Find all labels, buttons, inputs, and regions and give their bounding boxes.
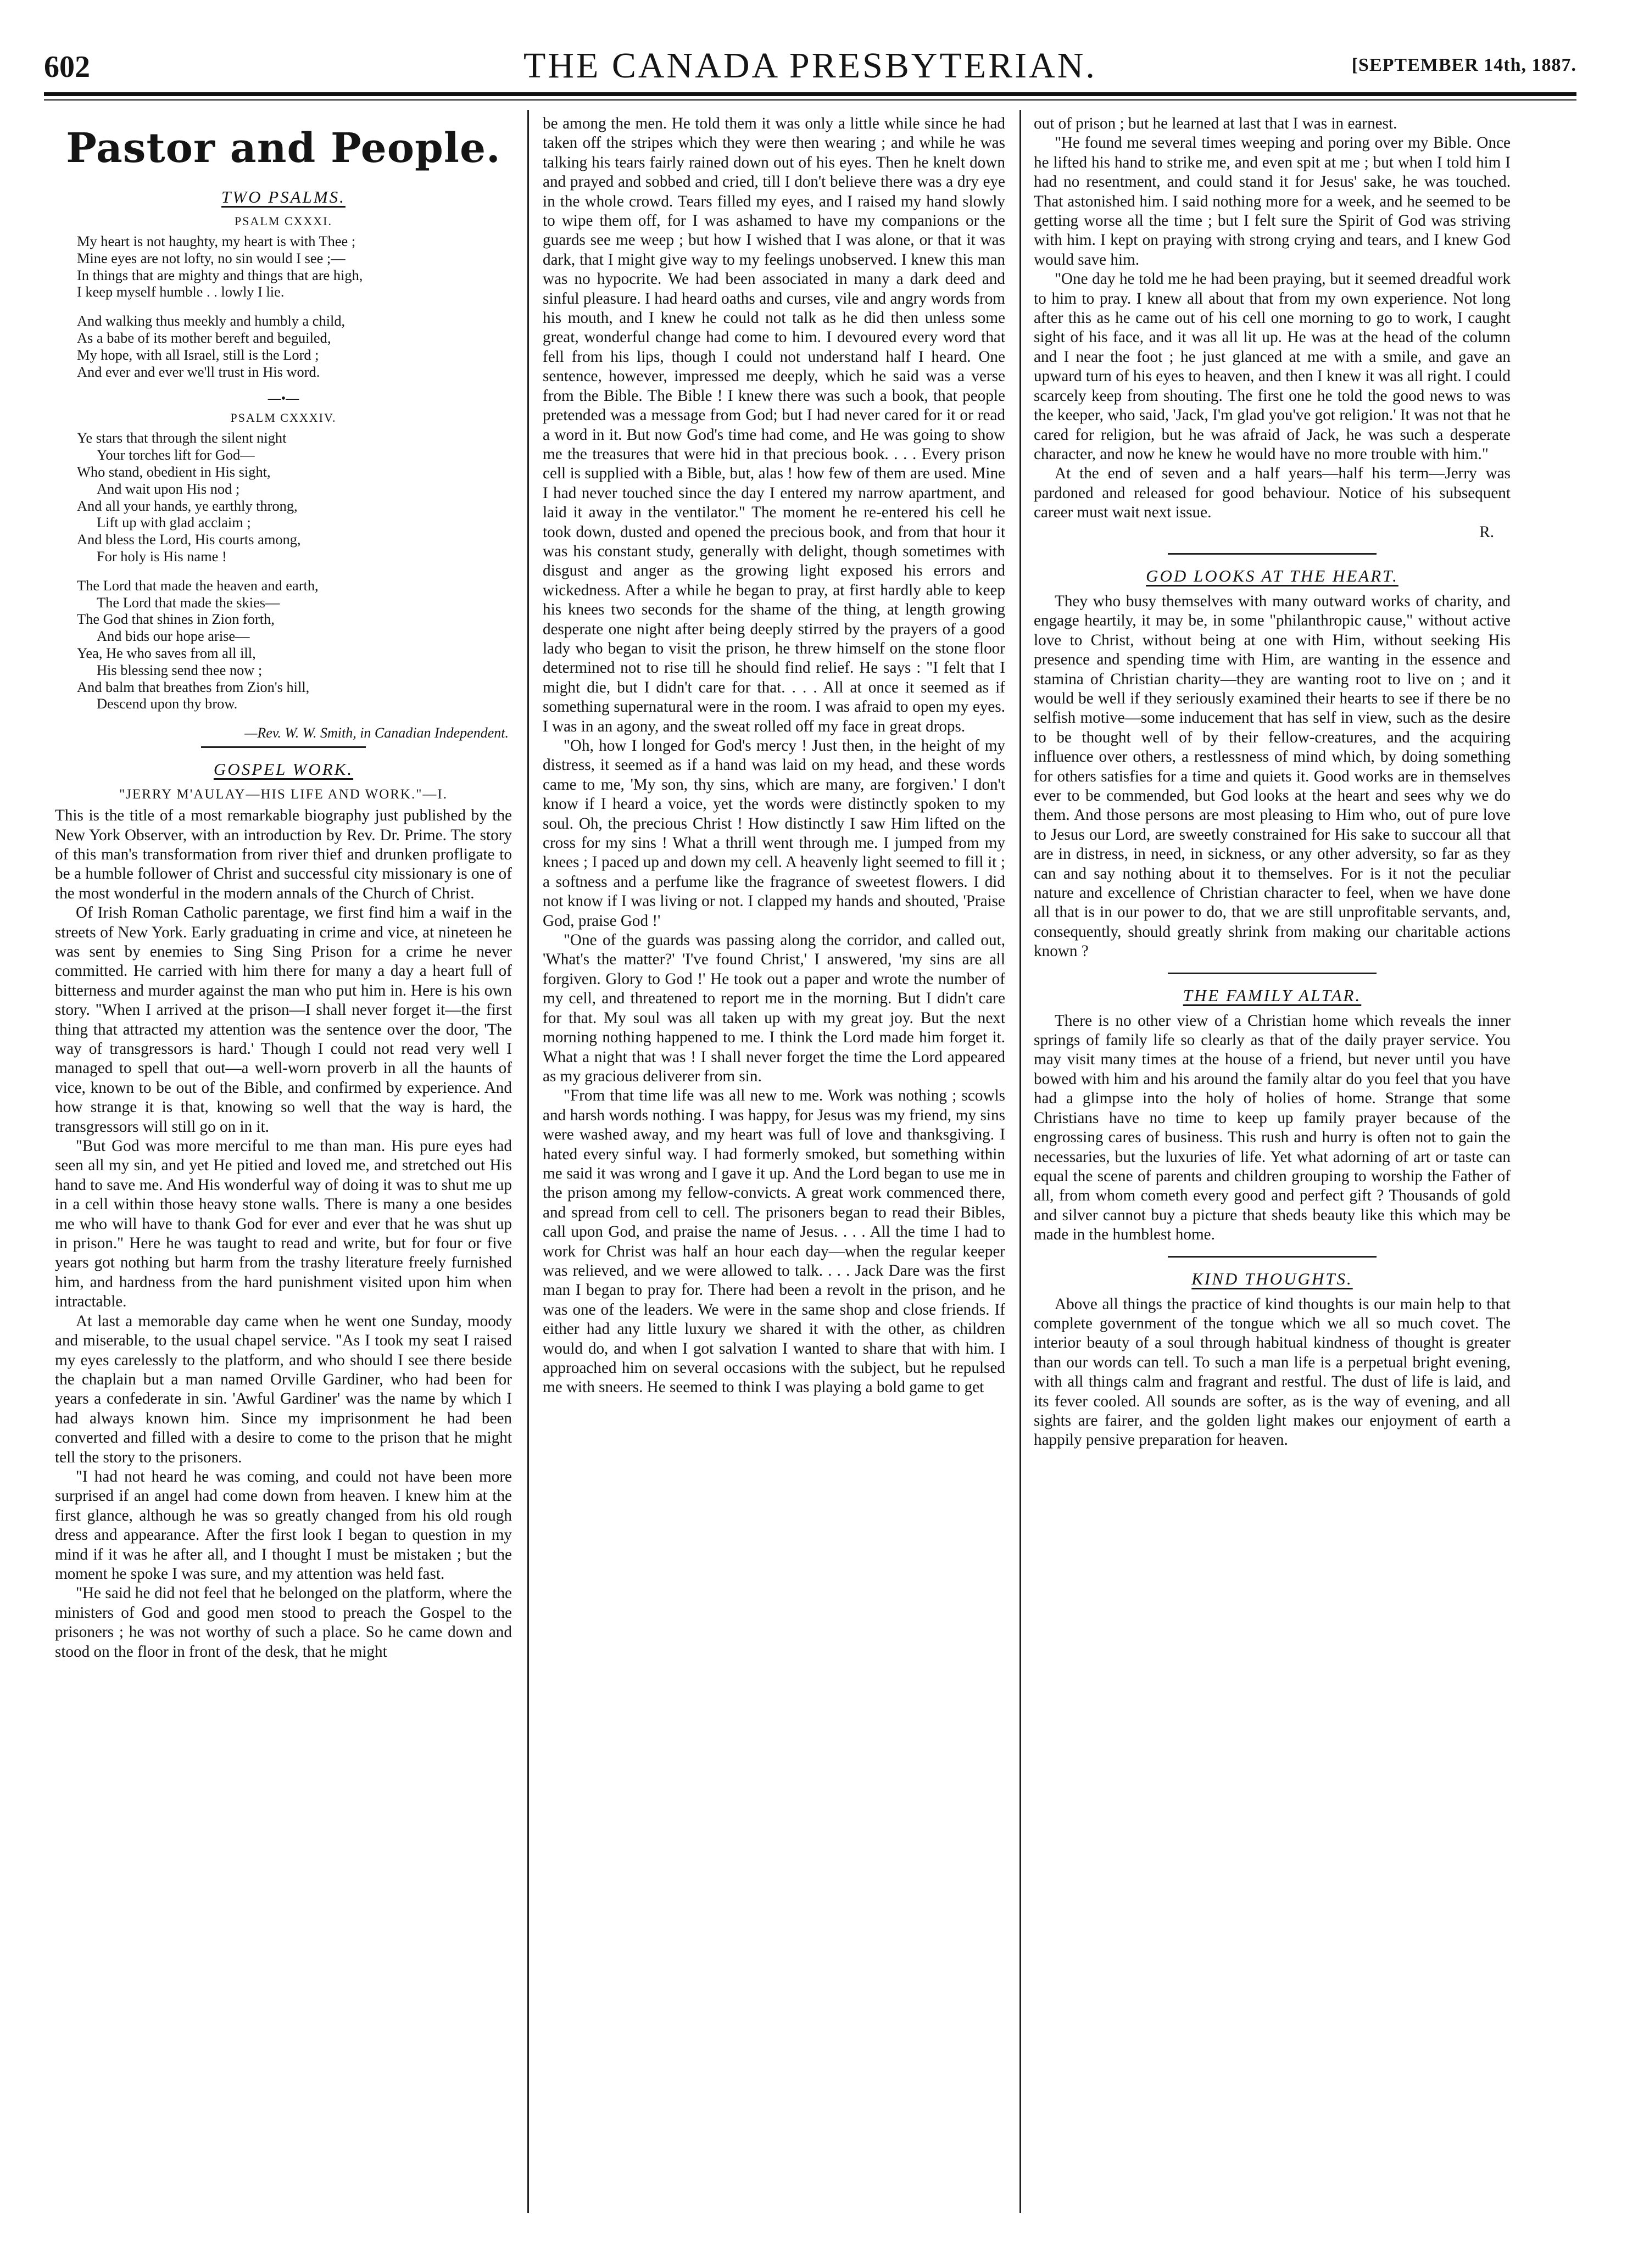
article-paragraph: At the end of seven and a half years—half his term—Jerry was pardoned and released for good behaviour. Notice of his subsequent career must wait next issue. (1034, 465, 1511, 522)
article-paragraph: "I had not heard he was coming, and could not have been more surprised if an angel had come down from heaven. I knew him at the first glance, although he was so greatly changed from his old rough dress and appearance. After the first look I began to question in my mind if it was he after all, and I thought I must be mistaken ; but the moment he spoke I was sure, and my attention was held fast. (55, 1467, 512, 1583)
article-paragraph: out of prison ; but he learned at last that I was in earnest. (1034, 115, 1397, 132)
poem-line: And ever and ever we'll trust in His word. (77, 363, 320, 380)
article-paragraph: This is the title of a most remarkable biography just published by the New York Observer, with an introduction by Rev. Dr. Prime. The story of this man's transformation from river thief and drunken profligate to be a humble follower of Christ and successful city missionary is one of the most wonderful in the modern annals of the Church of Christ. (55, 807, 512, 902)
poem (77, 429, 512, 712)
column-divider (527, 110, 529, 2213)
masthead (44, 41, 1576, 93)
poem-line: The Lord that made the skies— (97, 594, 280, 611)
poem-line: My heart is not haughty, my heart is with Thee ; (77, 233, 356, 249)
poem-line: And balm that breathes from Zion's hill, (77, 678, 310, 695)
article-subheading: "JERRY M'AULAY—HIS LIFE AND WORK."—I. (119, 787, 448, 802)
poem-line: And all your hands, ye earthly throng, (77, 497, 298, 514)
psalm-label: PSALM CXXXI. (234, 214, 333, 228)
ornament-divider: —•— (268, 392, 299, 406)
article-paragraph: They who busy themselves with many outward works of charity, and engage heartily, it may be, in some "philanthropic cause," without active love to Christ, without being at one with Him, without seeking His presence and spending time with Him, are wanting in the essence and stamina of Christian charity—they are wanting root to live on ; and it would be well if they seriously examined their hearts to see if there be no selfish motive—some inducement that has self in view, such as the desire to be thought well of by their fellow-creatures, and the acquiring influence over others, a restlessness of mind which, by doing something for others satisfies for a time and quiets it. Good works are in themselves ever to be commended, but God looks at the heart and sees why we do them. And those persons are most pleasing to Him who, out of pure love to Jesus our Lord, are sweetly constrained for His sake to succour all that are in distress, in need, in sickness, or any other adversity, so far as they can and say nothing about it to themselves. For is it not the peculiar nature and excellence of Christian character to feel, when we have done all that is in our power to do, that we are still unprofitable servants, and, consequently, should greatly shrink from making our charitable actions known ? (1034, 592, 1511, 960)
poem-line: The Lord that made the heaven and earth, (77, 577, 319, 594)
column-1 (55, 116, 512, 1662)
issue-date: [SEPTEMBER 14th, 1887. (1351, 55, 1576, 75)
poem-line: Mine eyes are not lofty, no sin would I see ;— (77, 249, 346, 266)
poem-line: Lift up with glad acclaim ; (97, 514, 251, 531)
poem-line: I keep myself humble . . lowly I lie. (77, 283, 285, 300)
page-number: 602 (44, 50, 90, 84)
section-heading: THE FAMILY ALTAR. (1183, 985, 1362, 1005)
article-paragraph: At last a memorable day came when he went one Sunday, moody and miserable, to the usual chapel service. "As I took my seat I raised my eyes carelessly to the platform, and who should I see there beside the chaplain but a man named Orville Gardiner, who had been for years a confederate in sin. 'Awful Gardiner' was the name by which I had always known him. Since my imprisonment he had been converted and filled with a desire to come to the prison that he might tell the story to the prisoners. (55, 1312, 512, 1466)
column-divider (1019, 110, 1021, 2213)
section-rule (201, 746, 366, 748)
poem-line: Who stand, obedient in His sight, (77, 463, 271, 480)
poem-line: And walking thus meekly and humbly a child, (77, 312, 346, 329)
poem-line: The God that shines in Zion forth, (77, 611, 275, 628)
article-paragraph: "From that time life was all new to me. Work was nothing ; scowls and harsh words nothing. I was happy, for Jesus was my friend, my sins were washed away, and my heart was full of love and thanksgiving. I hated every sinful way. I had formerly smoked, but something within me said it was wrong and I gave it up. And the Lord began to use me in the prison among my fellow-convicts. A great work commenced there, and spread from cell to cell. The prisoners began to read their Bibles, call upon God, and praise the name of Jesus. . . . All the time I had to work for Christ was half an hour each day—when the regular keeper was relieved, and we were allowed to talk. . . . Jack Dare was the first man I began to pray for. There had been a revolt in the prison, and he was one of the leaders. We were in the same shop and close friends. If either had any little luxury we shared it with the other, as children would do, and when I got salvation I wanted to share that with him. I approached him on several occasions with the subject, but he repulsed me with sneers. He seemed to think I was playing a bold game to get (543, 1087, 1005, 1396)
section-rule (1168, 553, 1377, 555)
article-paragraph: be among the men. He told them it was only a little while since he had taken off the stripes which they were then wearing ; and while he was talking his tears fairly rained down out of his eyes. Then he knelt down and prayed and sobbed and cried, till I don't believe there was a dry eye in the whole crowd. Tears filled my eyes, and I raised my hand slowly to wipe them off, for I was ashamed to have my companions or the guards see me weep ; but how I wished that I was alone, or that it was dark, that I might give way to my feelings unobserved. I knew this man was no hypocrite. We had been associated in many a dark deed and sinful pleasure. I had heard oaths and curses, vile and angry words from his mouth, and I knew he could not talk as he did then unless some great, wonderful change had come to him. I devoured every word that fell from his lips, though I could not understand half I heard. One sentence, however, impressed me deeply, which he said was a verse from the Bible. The Bible ! I knew there was such a book, that people pretended was a message from God; but I had never cared for it or read a word in it. But now God's time had come, and He was going to show me the treasures that were hid in that precious book. . . . Every prison cell is supplied with a Bible, but, alas ! how few of them are used. Mine I had never touched since the day I entered my narrow apartment, and laid it away in the ventilator." The moment he re-entered his cell he took down, dusted and opened the precious book, and from that hour it was his constant study, generally with delight, though sometimes with disgust and anger as the growing light exposed his errors and wickedness. After a while he began to pray, at first hardly able to keep his knees two seconds for the shame of the thing, at length growing desperate one night after being deeply stirred by the prayers of a good lady who began to visit the prison, he threw himself on the stone floor determined not to rise till he should find relief. He says : "I felt that I might die, but I didn't care for that. . . . All at once it seemed as if something supernatural were in the room. I was afraid to open my eyes. I was in an agony, and the sweat rolled off my face in great drops. (543, 115, 1005, 735)
article-paragraph: "He found me several times weeping and poring over my Bible. Once he lifted his hand to strike me, and even spit at me ; but when I told him I had no resentment, and could stand it for Jesus' sake, he was touched. That astonished him. I said nothing more for a week, and he seemed to be getting worse all the time ; but I felt sure the Spirit of God was striving with him. I kept on praying with strong crying and tears, and I knew God would save him. (1034, 134, 1511, 269)
poem-line: As a babe of its mother bereft and beguiled, (77, 329, 331, 346)
masthead-rule-thin (44, 99, 1576, 100)
poem-line: Your torches lift for God— (97, 446, 255, 463)
section-heading: TWO PSALMS. (221, 187, 346, 206)
article-paragraph: "One of the guards was passing along the corridor, and called out, 'What's the matter?' 'I've found Christ,' I answered, 'my sins are all forgiven. Glory to God !' He took out a paper and wrote the number of my cell, and threatened to report me in the morning. But I didn't care for that. My soul was all taken up with my great joy. But the next morning nothing happened to me. I think the Lord made him forget it. What a night that was ! I shall never forget the time the Lord appeared as my gracious deliverer from sin. (543, 931, 1005, 1085)
poem-line: And bless the Lord, His courts among, (77, 531, 301, 548)
article-paragraph: "One day he told me he had been praying, but it seemed dreadful work to him to pray. I knew all about that from my own experience. Not long after this as he came out of his cell one morning to go to work, I caught sight of his face, and it was all lit up. He was at the head of the column and I near the foot ; he just glanced at me with a smile, and gave an upward turn of his eyes to heaven, and then I knew it was all right. I could scarcely keep from shouting. The first one he told the good news to was the keeper, who said, 'Jack, I'm glad you've got religion.' It was not that he cared for religion, but he was afraid of Jack, he was such a desperate character, and now he knew he would have no more trouble with him." (1034, 270, 1511, 463)
psalm-label: PSALM CXXXIV. (230, 411, 337, 425)
article-paragraph: There is no other view of a Christian home which reveals the inner springs of family life so clearly as that of the daily prayer service. You may visit many times at the house of a friend, but never until you have bowed with him and his around the family altar do you feel that you have had a glimpse into the holy of holies of home. Strange that some Christians have no time to keep up family prayer because of the engrossing cares of business. This rush and hurry is often not to gain the necessaries, but the luxuries of life. Yet what adorning of art or taste can equal the scene of parents and children grouping to worship the Father of all, from whom cometh every good and perfect gift ? Thousands of gold and silver cannot buy a picture that sheds beauty like this which may be made in the humblest home. (1034, 1012, 1511, 1244)
article-paragraph: "Oh, how I longed for God's mercy ! Just then, in the height of my distress, it seemed as if a hand was laid on my head, and these words came to me, 'My son, thy sins, which are many, are forgiven.' I don't know if I heard a voice, yet the words were distinctly spoken to my soul. Oh, the precious Christ ! How distinctly I saw Him lifted on the cross for my sins ! What a thrill went through me. I jumped from my knees ; I paced up and down my cell. A heavenly light seemed to fill it ; a softness and a perfume like the fragrance of sweetest flowers. I did not know if I was living or not. I clapped my hands and shouted, 'Praise God, praise God !' (543, 737, 1005, 930)
poem-line: And wait upon His nod ; (97, 480, 240, 497)
poem-attribution: —Rev. W. W. Smith, in Canadian Independent. (244, 725, 509, 741)
article-paragraph: "He said he did not feel that he belonged on the platform, where the ministers of God and good men stood to preach the Gospel to the prisoners ; he was not worthy of such a place. So he came down and stood on the floor in front of the desk, that he might (55, 1584, 512, 1661)
section-heading: GOD LOOKS AT THE HEART. (1146, 566, 1398, 585)
poem-line: Yea, He who saves from all ill, (77, 644, 256, 661)
section-heading: GOSPEL WORK. (213, 759, 354, 779)
poem-line: My hope, with all Israel, still is the Lord ; (77, 346, 319, 363)
article-paragraph: "But God was more merciful to me than man. His pure eyes had seen all my sin, and yet He pitied and loved me, and stretched out His hand to save me. And His wonderful way of doing it was to shut me up in a cell within those heavy stone walls. There is many a one besides me who will have to thank God for ever and ever that he was shut up in prison." Here he was taught to read and write, but for four or five years got nothing but harm from the trashy literature freely furnished him, and hardness from the hard punishment visited upon him when intractable. (55, 1137, 512, 1311)
column-2 (543, 114, 1005, 1398)
newspaper-title: THE CANADA PRESBYTERIAN. (523, 46, 1097, 86)
section-rule (1168, 1256, 1377, 1258)
article-paragraph: Above all things the practice of kind thoughts is our main help to that complete government of the tongue which we all so much covet. The interior beauty of a soul through habitual kindness of thought is greater than our words can tell. To such a man life is a perpetual bright evening, with all things calm and fragrant and restful. The dust of life is laid, and its fever cooled. All sounds are softer, as is the way of evening, and all sights are fairer, and the golden light makes our enjoyment of earth a happily pensive preparation for heaven. (1034, 1295, 1511, 1449)
article-signature: R. (1479, 523, 1494, 541)
masthead-rule (44, 92, 1576, 96)
poem-line: His blessing send thee now ; (97, 661, 263, 678)
poem-line: And bids our hope arise— (97, 628, 250, 645)
section-rule (1168, 973, 1377, 974)
poem-line: Ye stars that through the silent night (77, 429, 287, 446)
poem-line: Descend upon thy brow. (97, 695, 238, 712)
poem-line: For holy is His name ! (97, 548, 227, 565)
section-heading: KIND THOUGHTS. (1191, 1269, 1353, 1288)
poem (77, 233, 512, 380)
article-paragraph: Of Irish Roman Catholic parentage, we first find him a waif in the streets of New York. Early graduating in crime and vice, at nineteen he was sent by enemies to Sing Sing Prison for a crime he never committed. He carried with him there for many a day a heart full of bitterness and murder against the man who put him in. Here is his own story. "When I arrived at the prison—I shall never forget it—the first thing that attracted my attention was the sentence over the door, 'The way of transgressors is hard.' Though I could not read very well I managed to spell that out—a well-worn proverb in all the haunts of vice, known to be out of the Bible, and confirmed by experience. And how strange it is that, knowing so well that the way is hard, the transgressors will still go on in it. (55, 904, 512, 1136)
department-title: Pastor and People. (66, 125, 501, 172)
poem-line: In things that are mighty and things that are high, (77, 266, 363, 283)
column-3 (1034, 114, 1511, 1450)
